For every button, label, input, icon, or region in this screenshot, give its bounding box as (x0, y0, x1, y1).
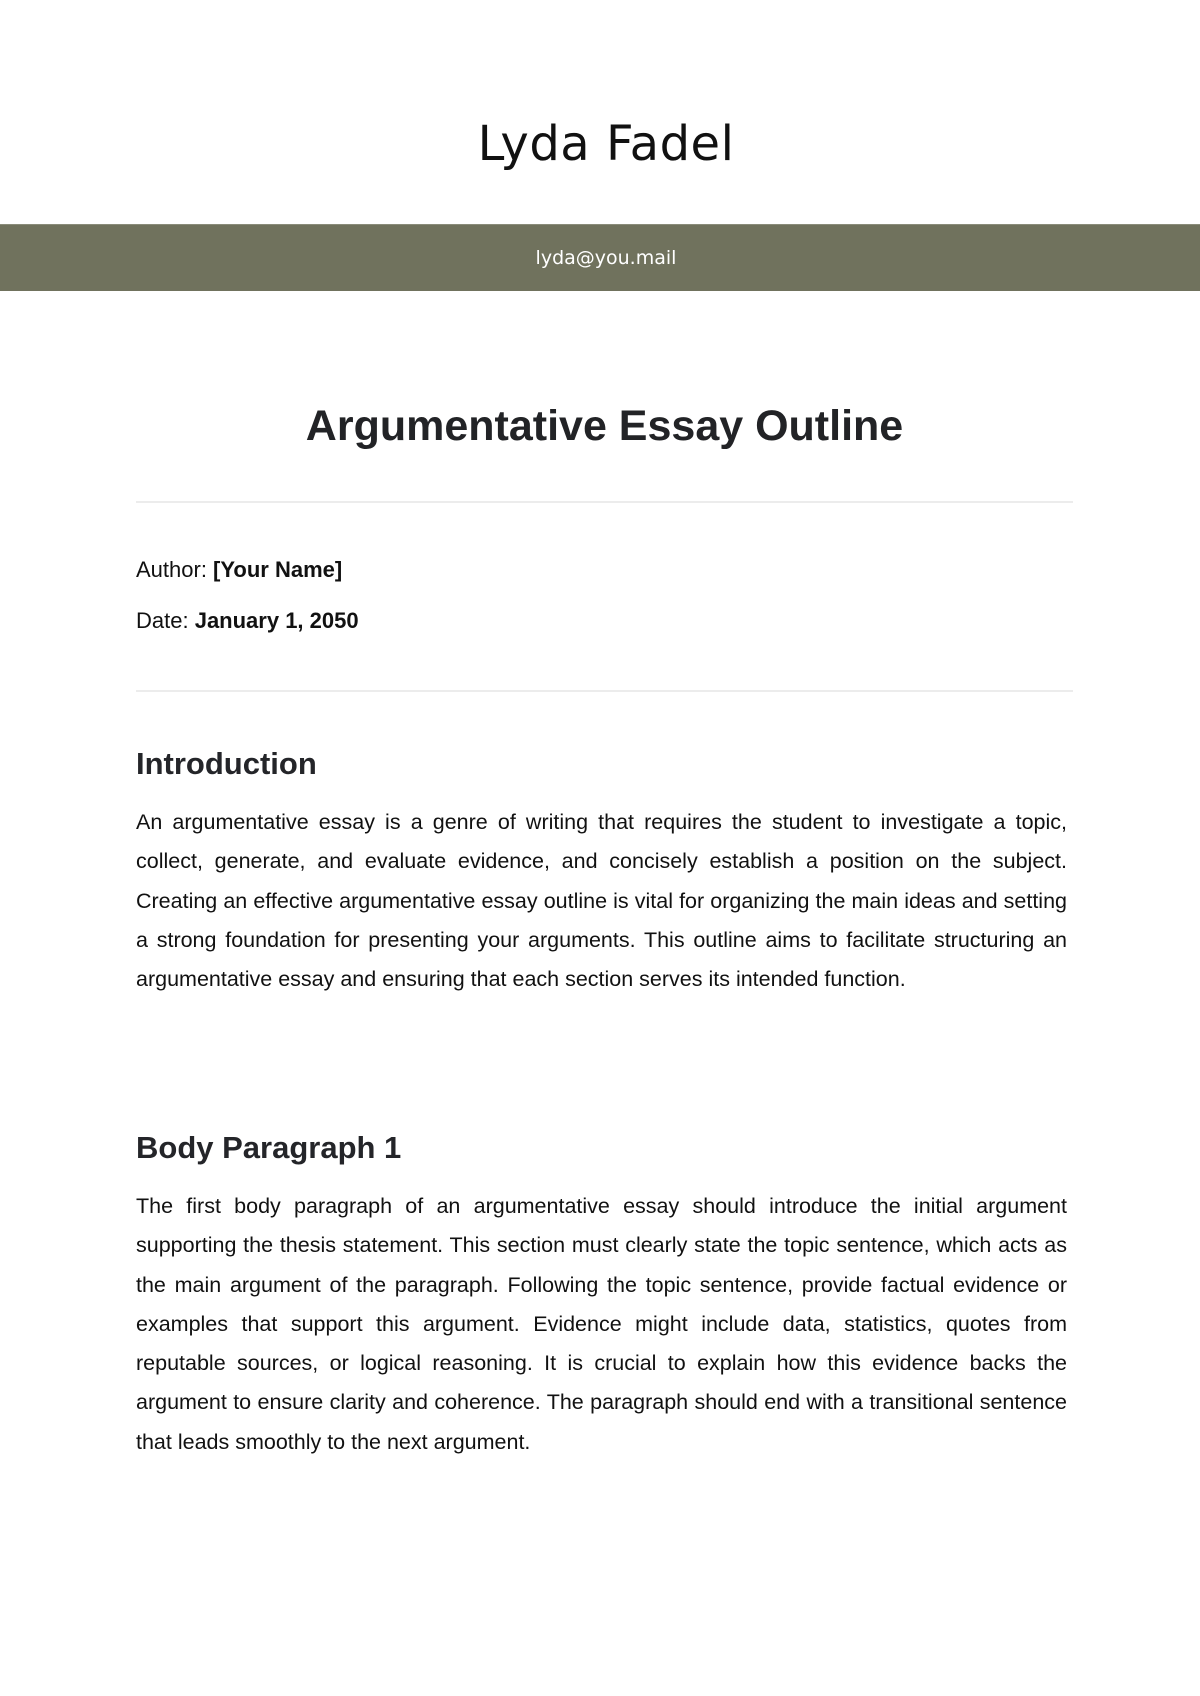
date-line (136, 607, 359, 635)
date-label: Date: (136, 608, 195, 633)
divider-meta (136, 690, 1073, 692)
divider-top (136, 501, 1073, 503)
section-text-introduction: An argumentative essay is a genre of writing that requires the student to investigate a topic, collect, generate, and evaluate evidence, and concisely establish a position on the subject. Creating an effective argumentative essay outline is vital for organizing the main ideas and setting a strong foundation for presenting your arguments. This outline aims to facilitate structuring an argumentative essay and ensuring that each section serves its intended function. (136, 810, 1067, 992)
contact-email[interactable]: lyda@you.mail (535, 247, 677, 269)
contact-band (0, 224, 1200, 291)
date-value: January 1, 2050 (194, 608, 359, 633)
document-title: Argumentative Essay Outline (305, 402, 904, 450)
section-text-body-paragraph-1: The first body paragraph of an argumentative essay should introduce the initial argument supporting the thesis statement. This section must clearly state the topic sentence, which acts as the main argument of the paragraph. Following the topic sentence, provide factual evidence or examples that support this argument. Evidence might include data, statistics, quotes from reputable sources, or logical reasoning. It is crucial to explain how this evidence backs the argument to ensure clarity and coherence. The paragraph should end with a transitional sentence that leads smoothly to the next argument. (136, 1194, 1067, 1454)
section-heading-introduction: Introduction (136, 746, 317, 781)
header-name: Lyda Fadel (477, 116, 735, 172)
author-label: Author: (136, 557, 214, 582)
author-line (136, 556, 342, 584)
section-heading-body-paragraph-1: Body Paragraph 1 (136, 1130, 402, 1165)
author-value: [Your Name] (213, 557, 343, 582)
